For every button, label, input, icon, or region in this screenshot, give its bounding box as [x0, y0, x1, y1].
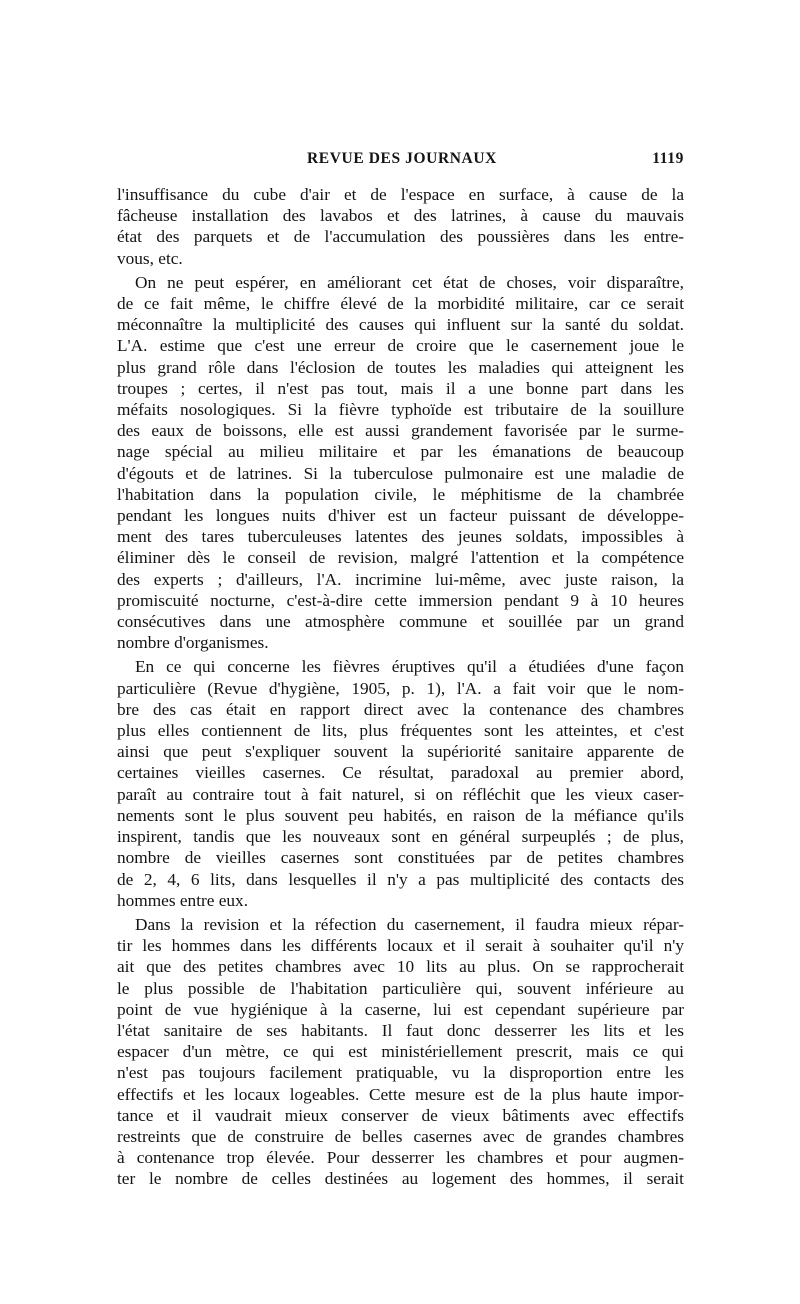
text-line: plus elles contiennent de lits, plus fréquentes sont les atteintes, et c'est — [117, 721, 684, 741]
paragraph — [117, 272, 684, 654]
text-line: nage spécial au milieu militaire et par les émanations de beaucoup — [117, 442, 684, 462]
text-line: à contenance trop élevée. Pour desserrer les chambres et pour augmen- — [117, 1148, 684, 1168]
text-line: l'insuffisance du cube d'air et de l'espace en surface, à cause de la — [117, 185, 684, 204]
text-line: inspirent, tandis que les nouveaux sont en général surpeuplés ; de plus, — [117, 827, 684, 847]
text-line: fâcheuse installation des lavabos et des latrines, à cause du mauvais — [117, 206, 684, 226]
text-line: certaines vieilles casernes. Ce résultat, paradoxal au premier abord, — [117, 763, 684, 783]
text-line: l'habitation dans la population civile, le méphitisme de la chambrée — [117, 484, 684, 504]
text-line: état des parquets et de l'accumulation des poussières dans les entre- — [117, 227, 684, 247]
text-line: n'est pas toujours facilement pratiquable, vu la disproportion entre les — [117, 1063, 684, 1083]
paragraph — [117, 656, 684, 910]
text-line: des eaux de boissons, elle est aussi grandement favorisée par le surme- — [117, 421, 684, 441]
text-line: troupes ; certes, il n'est pas tout, mais il a une bonne part dans les — [117, 378, 684, 398]
text-line: méfaits nosologiques. Si la fièvre typhoïde est tributaire de la souillure — [117, 400, 684, 420]
text-line: En ce qui concerne les fièvres éruptives qu'il a étudiées d'une façon — [135, 657, 684, 677]
text-line: ainsi que peut s'expliquer souvent la supériorité sanitaire apparente de — [117, 742, 684, 762]
text-line: point de vue hygiénique à la caserne, lui est cependant supérieure par — [117, 999, 684, 1019]
journal-section-title: REVUE DES JOURNAUX — [307, 150, 497, 167]
text-line: méconnaître la multiplicité des causes qui influent sur la santé du soldat. — [117, 315, 684, 335]
text-line: de 2, 4, 6 lits, dans lesquelles il n'y a pas multiplicité des contacts des — [117, 869, 684, 889]
text-line: hommes entre eux. — [117, 890, 249, 910]
page-number: 1119 — [652, 150, 684, 167]
paragraph — [117, 184, 684, 269]
text-line: nements sont le plus souvent peu habités, en raison de la méfiance qu'ils — [117, 805, 684, 825]
text-line: bre des cas était en rapport direct avec la contenance des chambres — [117, 699, 684, 719]
text-line: promiscuité nocturne, c'est-à-dire cette immersion pendant 9 à 10 heures — [117, 590, 684, 610]
text-line: des experts ; d'ailleurs, l'A. incrimine lui-même, avec juste raison, la — [117, 569, 684, 589]
paragraph — [117, 914, 684, 1190]
text-line: L'A. estime que c'est une erreur de croire que le casernement joue le — [117, 336, 684, 356]
text-line: d'égouts et de latrines. Si la tuberculose pulmonaire est une maladie de — [117, 463, 684, 483]
text-line: restreints que de construire de belles casernes avec de grandes chambres — [117, 1126, 684, 1146]
text-line: tir les hommes dans les différents locaux et il serait à souhaiter qu'il n'y — [117, 936, 684, 956]
text-line: ter le nombre de celles destinées au logement des hommes, il serait — [117, 1169, 684, 1189]
text-line: nombre d'organismes. — [117, 633, 269, 653]
text-line: effectifs et les locaux logeables. Cette mesure est de la plus haute impor- — [117, 1084, 684, 1104]
text-line: pendant les longues nuits d'hiver est un facteur puissant de développe- — [117, 506, 684, 526]
text-line: l'état sanitaire de ses habitants. Il faut donc desserrer les lits et les — [117, 1020, 684, 1040]
text-line: espacer d'un mètre, ce qui est ministériellement prescrit, mais ce qui — [117, 1042, 684, 1062]
text-line: consécutives dans une atmosphère commune et souillée par un grand — [117, 612, 684, 632]
running-head — [117, 150, 684, 180]
text-line: On ne peut espérer, en améliorant cet état de choses, voir disparaître, — [135, 272, 684, 292]
text-line: vous, etc. — [117, 248, 183, 268]
text-line: éliminer dès le conseil de revision, malgré l'attention et la compétence — [117, 548, 684, 568]
text-line: particulière (Revue d'hygiène, 1905, p. 1), l'A. a fait voir que le nom- — [117, 678, 684, 698]
text-line: paraît au contraire tout à fait naturel, si on réfléchit que les vieux caser- — [117, 784, 684, 804]
text-line: ment des tares tuberculeuses latentes des jeunes soldats, impossibles à — [117, 527, 684, 547]
text-line: le plus possible de l'habitation particulière qui, souvent inférieure au — [117, 978, 684, 998]
text-line: plus grand rôle dans l'éclosion de toutes les maladies qui atteignent les — [117, 357, 684, 377]
page — [117, 150, 684, 1190]
text-line: ait que des petites chambres avec 10 lits au plus. On se rapprocherait — [117, 957, 684, 977]
text-line: nombre de vieilles casernes sont constituées par de petites chambres — [117, 848, 684, 868]
body-text — [117, 184, 684, 1190]
text-line: tance et il vaudrait mieux conserver de vieux bâtiments avec effectifs — [117, 1105, 684, 1125]
text-line: de ce fait même, le chiffre élevé de la morbidité militaire, car ce serait — [117, 294, 684, 314]
text-line: Dans la revision et la réfection du casernement, il faudra mieux répar- — [135, 914, 684, 934]
